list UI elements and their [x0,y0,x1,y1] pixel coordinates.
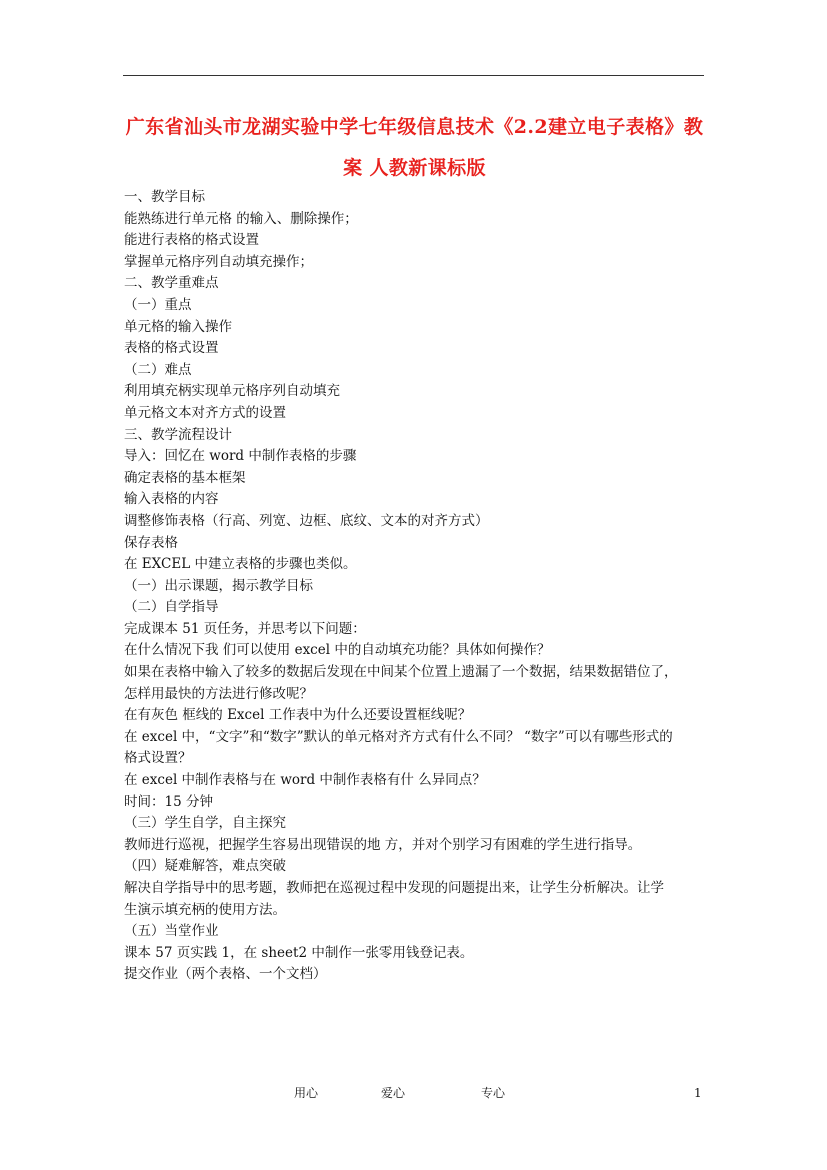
body-line: 单元格的输入操作 [124,318,232,335]
body-line: 完成课本 51 页任务，并思考以下问题： [124,620,366,637]
page-footer [0,1083,827,1103]
header-rule [123,75,704,76]
body-line: 保存表格 [124,534,178,551]
body-line: （二）自学指导 [124,599,219,616]
document-title-line-2: 案 人教新课标版 [343,157,486,179]
body-line: 调整修饰表格（行高、列宽、边框、底纹、文本的对齐方式） [124,512,489,529]
page-number: 1 [694,1086,702,1100]
body-line: 怎样用最快的方法进行修改呢？ [124,685,313,702]
body-line: 能熟练进行单元格 的输入、删除操作； [124,210,358,227]
body-line: 如果在表格中输入了较多的数据后发现在中间某个位置上遗漏了一个数据，结果数据错位了， [124,664,678,681]
body-line: 在有灰色 框线的 Excel 工作表中为什么还要设置框线呢？ [124,707,472,724]
body-line: 格式设置？ [124,750,192,767]
body-line: 三、教学流程设计 [124,426,232,443]
footer-motto-1: 用心 [294,1086,319,1100]
body-line: 利用填充柄实现单元格序列自动填充 [124,383,340,400]
body-line: （一）重点 [124,296,192,313]
body-line: （一）出示课题，揭示教学目标 [124,577,313,594]
footer-motto-3: 专心 [481,1086,506,1100]
body-line: 一、教学目标 [124,189,205,205]
body-line: 输入表格的内容 [124,491,219,508]
body-line: 能进行表格的格式设置 [124,232,259,249]
body-line: 生演示填充柄的使用方法。 [124,901,286,918]
body-line: 表格的格式设置 [124,340,219,357]
body-line: 教师进行巡视，把握学生容易出现错误的地 方，并对个别学习有困难的学生进行指导。 [124,836,642,853]
body-line: 提交作业（两个表格、一个文档） [124,966,327,983]
body-line: （三）学生自学，自主探究 [124,815,286,832]
body-line: 掌握单元格序列自动填充操作； [124,253,313,270]
body-line: 时间：15 分钟 [124,793,213,810]
document-title-line-1: 广东省汕头市龙湖实验中学七年级信息技术《2.2建立电子表格》教 [125,116,704,138]
body-line: 在什么情况下我 们可以使用 excel 中的自动填充功能？具体如何操作？ [124,642,551,659]
body-line: 课本 57 页实践 1，在 sheet2 中制作一张零用钱登记表。 [124,944,474,961]
body-line: （五）当堂作业 [124,923,219,940]
body-line: 二、教学重难点 [124,275,219,292]
body-line: 在 EXCEL 中建立表格的步骤也类似。 [124,556,357,573]
body-line: （二）难点 [124,361,192,378]
body-line: 在 excel 中，“文字”和“数字”默认的单元格对齐方式有什么不同？ “数字”可以有哪些形式的 [124,728,673,745]
body-line: 导入：回忆在 word 中制作表格的步骤 [124,448,357,465]
body-line: 解决自学指导中的思考题，教师把在巡视过程中发现的问题提出来，让学生分析解决。让学 [124,880,664,896]
document-body [124,187,710,986]
footer-motto-2: 爱心 [381,1086,406,1100]
body-line: 确定表格的基本框架 [124,469,246,486]
body-line: （四）疑难解答，难点突破 [124,858,286,875]
body-line: 在 excel 中制作表格与在 word 中制作表格有什 么异同点？ [124,772,486,789]
body-line: 单元格文本对齐方式的设置 [124,404,286,421]
